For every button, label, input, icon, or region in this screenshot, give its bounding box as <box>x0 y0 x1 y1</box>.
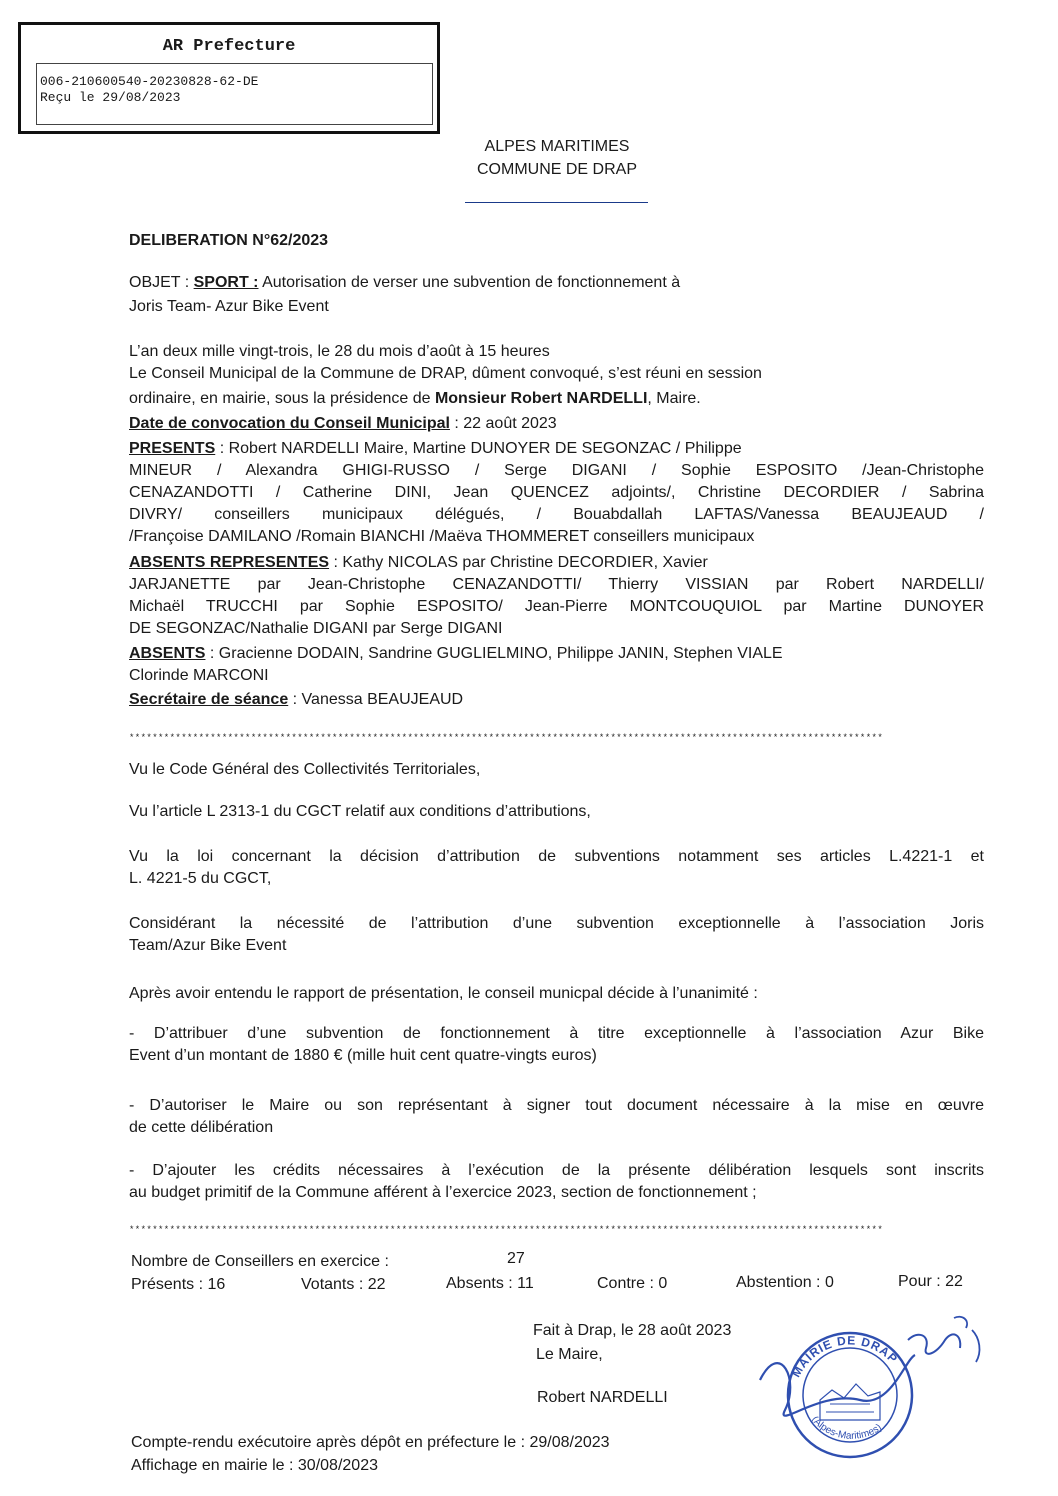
objet-line-2: Joris Team- Azur Bike Event <box>129 298 329 315</box>
mairie-stamp-seal <box>740 1300 990 1460</box>
represented-text: : Kathy NICOLAS par Christine DECORDIER, Xavier <box>329 554 708 571</box>
presents-block <box>129 438 984 548</box>
convocation-label: Date de convocation du Conseil Municipal <box>129 415 450 432</box>
vu-loi-line: L. 4221-5 du CGCT, <box>129 870 272 887</box>
decision-2 <box>129 1095 984 1139</box>
session-line-2: Le Conseil Municipal de la Commune de DRAP, dûment convoqué, s’est réuni en session <box>129 365 762 382</box>
ar-received-date: Reçu le 29/08/2023 <box>40 90 181 105</box>
abstention-count: Abstention : 0 <box>736 1274 834 1291</box>
objet-text: Autorisation de verser une subvention de fonctionnement à <box>258 274 681 291</box>
absents-count: Absents : 11 <box>446 1275 534 1292</box>
presents-text: : Robert NARDELLI Maire, Martine DUNOYER DE SEGONZAC / Philippe <box>215 440 742 457</box>
ar-details <box>36 63 433 125</box>
decision-2-line: - D’autoriser le Maire ou son représentant à signer tout document nécessaire à la mise en œuvre <box>129 1097 984 1114</box>
compte-rendu-line: Compte-rendu exécutoire après dépôt en préfecture le : 29/08/2023 <box>131 1434 610 1451</box>
separator-stars: ********************************************************************************************************************************** <box>129 733 884 743</box>
vu-loi <box>129 846 984 890</box>
considerant-line: Considérant la nécessité de l’attribution d’une subvention exceptionnelle à l’association Joris <box>129 915 984 932</box>
decision-2-line: de cette délibération <box>129 1119 274 1136</box>
conseillers-count: 27 <box>507 1250 525 1267</box>
decision-1 <box>129 1023 984 1067</box>
mayor-role: Le Maire, <box>536 1346 603 1363</box>
sport-label: SPORT : <box>193 274 259 291</box>
president-name: Monsieur Robert NARDELLI <box>434 390 648 407</box>
decision-1-line: Event d’un montant de 1880 € (mille huit cent quatre-vingts euros) <box>129 1047 597 1064</box>
decision-3 <box>129 1160 984 1204</box>
session-date: L’an deux mille vingt-trois, le 28 du mois d’août à 15 heures <box>129 343 550 360</box>
represented-block <box>129 552 984 640</box>
votants-value: 22 <box>363 1276 386 1293</box>
absents-block <box>129 643 984 687</box>
vu-code: Vu le Code Général des Collectivités Territoriales, <box>129 761 481 778</box>
absents-line <box>129 643 984 665</box>
deliberation-number: DELIBERATION N°62/2023 <box>129 232 329 249</box>
mayor-name: Robert NARDELLI <box>537 1389 668 1406</box>
decision-1-line: - D’attribuer d’une subvention de fonctionnement à titre exceptionnelle à l’association Azur Bike <box>129 1025 984 1042</box>
pour-count: Pour : 22 <box>898 1273 963 1290</box>
contre-count: Contre : 0 <box>597 1275 668 1292</box>
presents-count: Présents : 16 <box>131 1276 226 1293</box>
presents-label: PRESENTS <box>129 440 216 457</box>
commune-title: COMMUNE DE DRAP <box>476 161 637 178</box>
vu-loi-line: Vu la loi concernant la décision d’attribution de subventions notamment ses articles L.4221-1 et <box>129 848 984 865</box>
session-line-3-end: , Maire. <box>647 390 701 407</box>
objet-label: OBJET : <box>129 274 194 291</box>
svg-text:MAIRIE DE DRAP <box>789 1333 901 1379</box>
votants-count <box>301 1276 386 1294</box>
svg-text:(Alpes-Maritimes) <box>809 1414 884 1441</box>
convocation-line <box>129 413 557 435</box>
affichage-line: Affichage en mairie le : 30/08/2023 <box>131 1457 378 1474</box>
represented-line: JARJANETTE par Jean-Christophe CENAZANDOTTI/ Thierry VISSIAN par Robert NARDELLI/ <box>129 576 984 593</box>
secretary-name: : Vanessa BEAUJEAUD <box>288 691 464 708</box>
represented-label: ABSENTS REPRESENTES <box>129 554 330 571</box>
ar-title: AR Prefecture <box>162 37 296 56</box>
vu-article: Vu l’article L 2313-1 du CGCT relatif aux conditions d’attributions, <box>129 803 591 820</box>
decision-intro: Après avoir entendu le rapport de présentation, le conseil municpal décide à l’unanimité : <box>129 985 758 1002</box>
header-rule <box>465 202 648 203</box>
secretary-line <box>129 689 463 711</box>
represented-line <box>129 552 984 574</box>
place-date: Fait à Drap, le 28 août 2023 <box>533 1322 732 1339</box>
region-title: ALPES MARITIMES <box>484 138 630 155</box>
conseillers-label: Nombre de Conseillers en exercice : <box>131 1253 389 1270</box>
absents-text: : Gracienne DODAIN, Sandrine GUGLIELMINO, Philippe JANIN, Stephen VIALE <box>205 645 783 662</box>
secretary-label: Secrétaire de séance <box>129 691 289 708</box>
ar-prefecture-box <box>18 22 440 134</box>
stamp-top-text: MAIRIE DE DRAP <box>788 1333 901 1380</box>
session-line-3-text: ordinaire, en mairie, sous la présidence de <box>129 390 435 407</box>
represented-line: DE SEGONZAC/Nathalie DIGANI par Serge DIGANI <box>129 620 503 637</box>
considerant-line: Team/Azur Bike Event <box>129 937 287 954</box>
separator-stars: ********************************************************************************************************************************** <box>129 1225 884 1235</box>
presents-line: CENAZANDOTTI / Catherine DINI, Jean QUENCEZ adjoints/, Christine DECORDIER / Sabrina <box>129 484 984 501</box>
presents-line: DIVRY/ conseillers municipaux délégués, / Bouabdallah LAFTAS/Vanessa BEAUJEAUD / <box>129 506 984 523</box>
presents-line: /Françoise DAMILANO /Romain BIANCHI /Maëva THOMMERET conseillers municipaux <box>129 528 755 545</box>
objet-line <box>129 272 680 294</box>
presents-line <box>129 438 984 460</box>
considerant <box>129 913 984 957</box>
absents-label: ABSENTS <box>129 645 206 662</box>
stamp-bottom-text: (Alpes-Maritimes) <box>808 1414 884 1442</box>
presents-line: MINEUR / Alexandra GHIGI-RUSSO / Serge DIGANI / Sophie ESPOSITO /Jean-Christophe <box>129 462 984 479</box>
session-line-3 <box>129 388 701 410</box>
votants-label: Votants : <box>301 1276 364 1293</box>
ar-reference: 006-210600540-20230828-62-DE <box>40 74 259 89</box>
decision-3-line: - D’ajouter les crédits nécessaires à l’exécution de la présente délibération lesquels sont inscrits <box>129 1162 984 1179</box>
decision-3-line: au budget primitif de la Commune afférent à l’exercice 2023, section de fonctionnement ; <box>129 1184 757 1201</box>
absents-line: Clorinde MARCONI <box>129 667 269 684</box>
convocation-date: : 22 août 2023 <box>449 415 557 432</box>
represented-line: Michaël TRUCCHI par Sophie ESPOSITO/ Jean-Pierre MONTCOUQUIOL par Martine DUNOYER <box>129 598 984 615</box>
